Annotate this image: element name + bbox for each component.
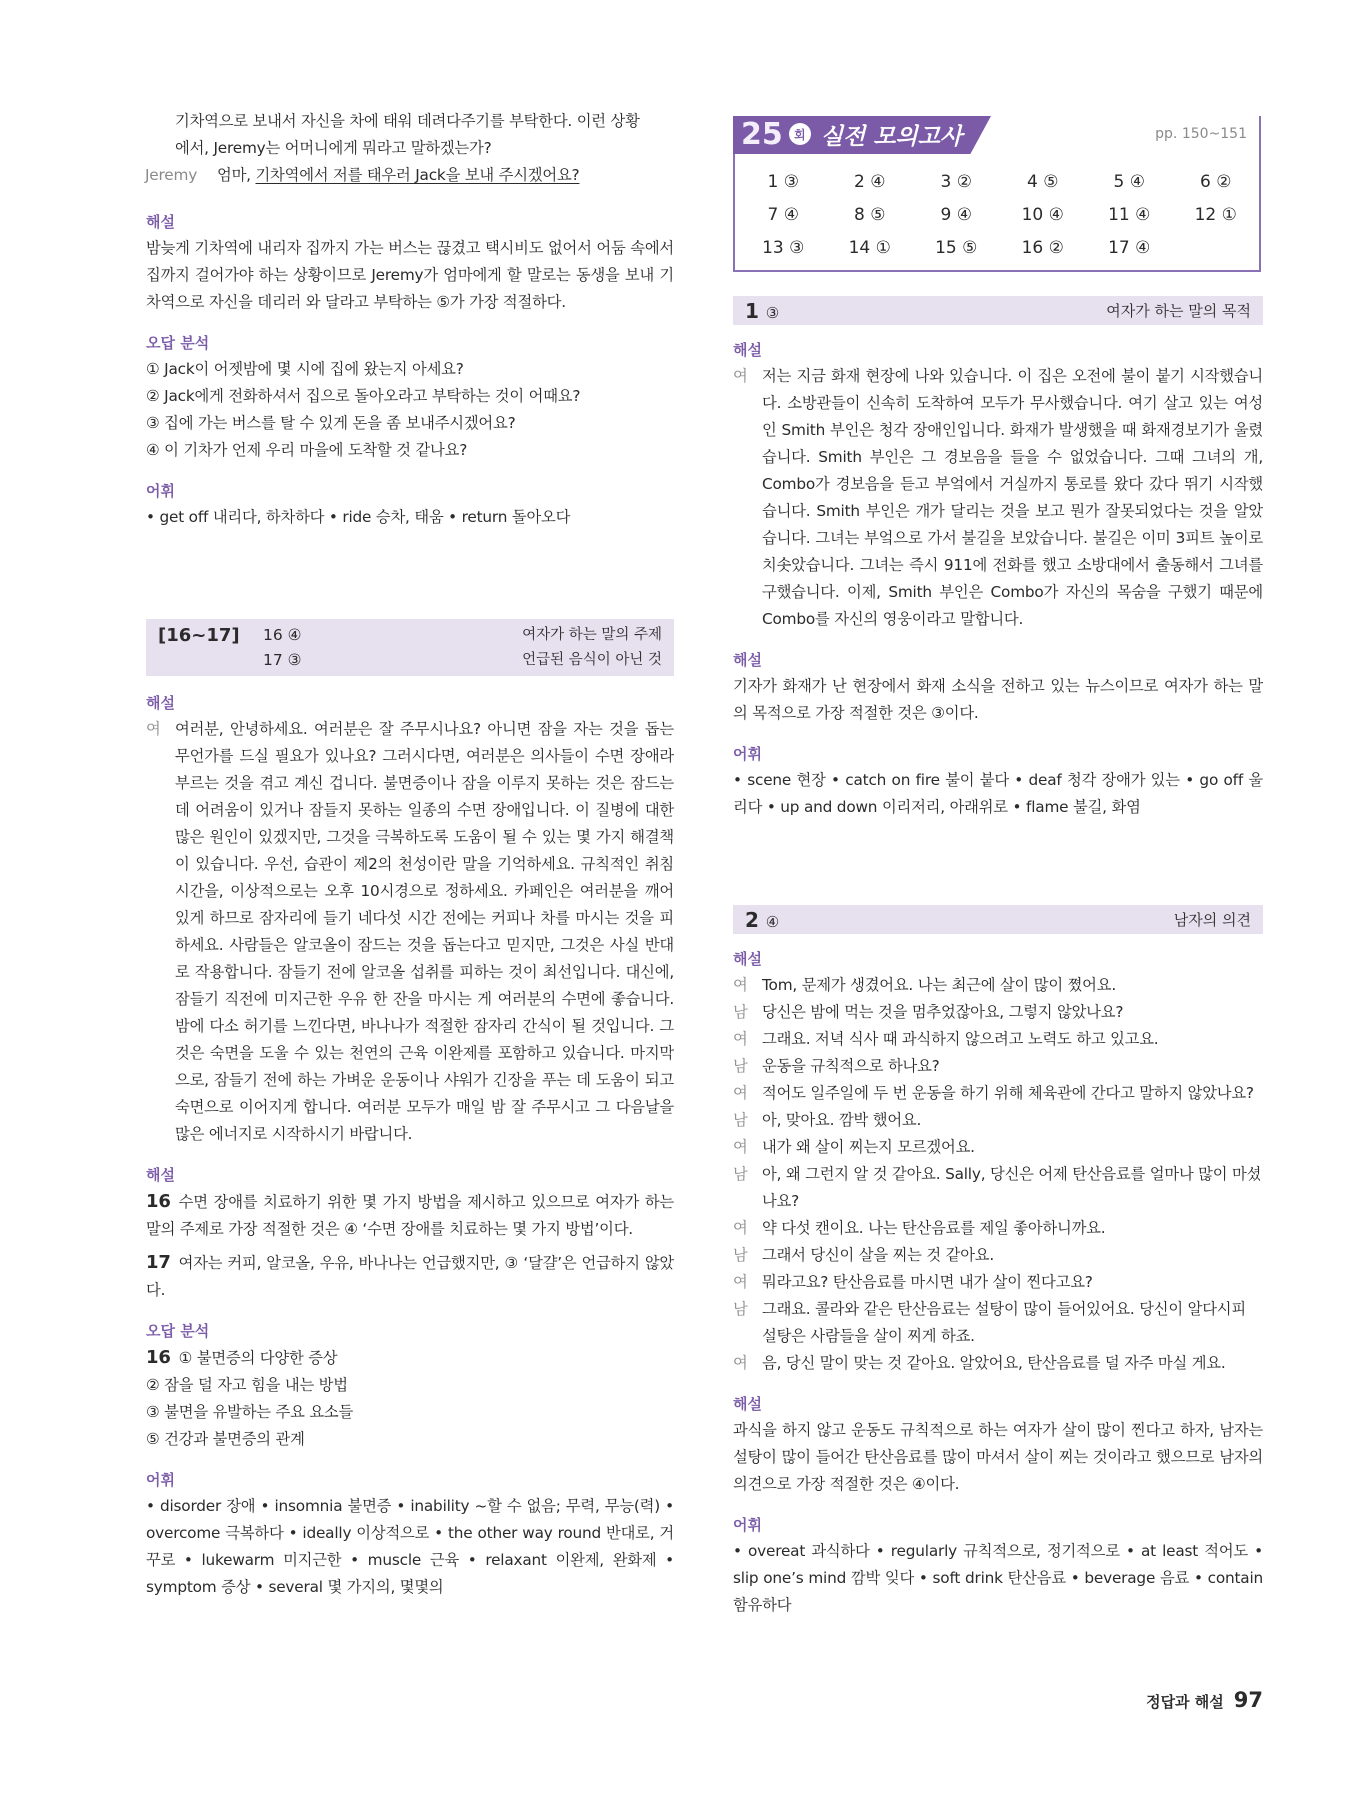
dialogue-text: 그래요. 저녁 식사 때 과식하지 않으려고 노력도 하고 있고요. — [762, 1030, 1159, 1048]
answer: ③ — [765, 303, 780, 322]
dialogue-text: 내가 왜 살이 찌는지 모르겠어요. — [762, 1138, 975, 1156]
dialogue-text: 적어도 일주일에 두 번 운동을 하기 위해 체육관에 간다고 말하지 않았나요? — [762, 1084, 1254, 1102]
question-number: 2 — [745, 907, 759, 932]
test-number: 25 — [741, 116, 783, 152]
dialogue-text: 그래서 당신이 살을 찌는 것 같아요. — [762, 1246, 995, 1264]
dialogue-line — [733, 1350, 1263, 1377]
section-heading: 해설 — [146, 1166, 175, 1184]
intro-line: 에서, Jeremy는 어머니에게 뭐라고 말하겠는가? — [175, 139, 492, 157]
question-header-2 — [733, 905, 1263, 934]
question-header-1 — [733, 296, 1263, 325]
question-number: 1 — [745, 298, 759, 323]
explanation-16: 16 수면 장애를 치료하기 위한 몇 가지 방법을 제시하고 있으므로 여자가 하는 말의 주제로 가장 적절한 것은 ④ ‘수면 장애를 치료하는 몇 가지 방법’이다. — [146, 1191, 674, 1238]
list-item: ④ 이 기차가 언제 우리 마을에 도착할 것 같나요? — [146, 441, 468, 459]
answer-row: 1 ③ 2 ④ 3 ② 4 ⑤ 5 ④ 6 ② — [767, 171, 1232, 192]
answer-row: 7 ④ 8 ⑤ 9 ④ 10 ④ 11 ④ 12 ① — [767, 204, 1237, 225]
wrong-answer-list — [146, 356, 674, 464]
passage-text: 여러분, 안녕하세요. 여러분은 잘 주무시나요? 아니면 잠을 자는 것을 돕는 무언가를 드실 필요가 있나요? 그러시다면, 여러분은 의사들이 수면 장애라 부르는 것을 겪고 계신 겁니다. 불면증이나 잠을 이루지 못하는 것은 잠드는 데 어려움이 있거나 잠들지 못하는 일종의 수면 장애입니다. 이 질병에 대한 많은 원인이 있겠지만, 그것을 극복하도록 도움이 될 수 있는 몇 가지 해결책이 있습니다. 우선, 습관이 제2의 천성이란 말을 기억하세요. 규칙적인 취침 시간을, 이상적으로는 오후 10시경으로 정하세요. 카페인은 여러분을 깨어 있게 하므로 잠자리에 들기 네다섯 시간 전에는 커피나 차를 마시는 것을 피하세요. 사람들은 알코올이 잠드는 것을 돕는다고 믿지만, 그것은 사실 반대로 작용합니다. 잠들기 전에 알코올 섭취를 피하는 것이 최선입니다. 대신에, 잠들기 직전에 미지근한 우유 한 잔을 마시는 게 여러분의 수면에 좋습니다. 밤에 다소 허기를 느낀다면, 바나나가 적절한 잠자리 간식이 될 것입니다. 그것은 숙면을 도울 수 있는 천연의 근육 이완제를 포함하고 있습니다. 마지막으로, 잠들기 전에 하는 가벼운 운동이나 샤워가 긴장을 푸는 데 도움이 되고 숙면으로 이어지게 합니다. 여러분 모두가 매일 밤 잘 주무시고 그 다음날을 많은 에너지로 시작하시기 바랍니다. — [175, 720, 674, 1143]
speaker-label: 여 — [733, 1354, 748, 1372]
page-number: 97 — [1233, 1688, 1263, 1712]
question-topic: 여자가 하는 말의 주제 — [522, 627, 662, 643]
jeremy-line: Jeremy 엄마, 기차역에서 저를 태우러 Jack을 보내 주시겠어요? — [146, 162, 674, 189]
section-heading: 해설 — [733, 341, 762, 359]
list-item: ③ 집에 가는 버스를 탈 수 있게 돈을 좀 보내주시겠어요? — [146, 414, 516, 432]
answer: 16 ④ — [263, 626, 302, 644]
speaker-label: 남 — [733, 1003, 748, 1021]
section-heading: 해설 — [146, 213, 175, 231]
section-heading: 어휘 — [733, 1516, 762, 1534]
wrong-answer-list: 16 ① 불면증의 다양한 증상 ② 잠을 덜 자고 힘을 내는 방법 ③ 불면을 유발하는 주요 요소들 ⑤ 건강과 불면증의 관계 — [146, 1344, 674, 1453]
section-heading: 해설 — [733, 651, 762, 669]
section-heading: 어휘 — [146, 482, 175, 500]
speaker-label: 여 — [733, 1273, 748, 1291]
speaker-label: 남 — [733, 1165, 748, 1183]
dialogue-line — [733, 1134, 1263, 1161]
question-topic: 언급된 음식이 아닌 것 — [522, 652, 662, 668]
dialogue-line — [733, 1026, 1263, 1053]
dialogue-line — [733, 1107, 1263, 1134]
dialogue-line — [733, 1215, 1263, 1242]
intro-text — [146, 108, 674, 162]
dialogue-line — [733, 1269, 1263, 1296]
footer-label: 정답과 해설 — [1146, 1693, 1224, 1711]
dialogue-text: 아, 맞아요. 깜박 했어요. — [762, 1111, 922, 1129]
explanation-text: 기자가 화재가 난 현장에서 화재 소식을 전하고 있는 뉴스이므로 여자가 하는 말의 목적으로 가장 적절한 것은 ③이다. — [733, 677, 1263, 722]
test-title-text: 실전 모의고사 — [820, 123, 963, 150]
vocab-text: • overeat 과식하다 • regularly 규칙적으로, 정기적으로 • at least 적어도 • slip one’s mind 깜박 잊다 • soft drink 탄산음료 • beverage 음료 • contain 함유하다 — [733, 1542, 1263, 1614]
speaker-label: 여 — [733, 1084, 748, 1102]
answer-row: 13 ③ 14 ① 15 ⑤ 16 ② 17 ④ — [762, 237, 1151, 258]
list-item: ③ 불면을 유발하는 주요 요소들 — [146, 1403, 354, 1421]
section-heading: 어휘 — [733, 745, 762, 763]
section-heading: 해설 — [146, 694, 175, 712]
list-item: ① Jack이 어젯밤에 몇 시에 집에 왔는지 아세요? — [146, 360, 464, 378]
vocab-text: • get off 내리다, 하차하다 • ride 승차, 태움 • return 돌아오다 — [146, 508, 571, 526]
speaker-label: 남 — [733, 1300, 748, 1318]
dialogue-text: 뭐라고요? 탄산음료를 마시면 내가 살이 찐다고요? — [762, 1273, 1093, 1291]
section-heading: 오답 분석 — [146, 1322, 210, 1340]
dialogue-text: Tom, 문제가 생겼어요. 나는 최근에 살이 많이 쪘어요. — [762, 976, 1116, 994]
section-heading: 해설 — [733, 950, 762, 968]
speaker-label: Jeremy — [145, 166, 198, 184]
right-column — [733, 296, 1263, 1619]
answer: 17 ③ — [263, 651, 302, 669]
round-badge: 회 — [789, 123, 811, 145]
dialogue-line — [733, 999, 1263, 1026]
list-item: ② 잠을 덜 자고 힘을 내는 방법 — [146, 1376, 348, 1394]
speaker-label: 여 — [733, 1030, 748, 1048]
dialogue-text: 운동을 규칙적으로 하나요? — [762, 1057, 940, 1075]
question-topic: 여자가 하는 말의 목적 — [1106, 302, 1251, 320]
page-footer — [1146, 1688, 1263, 1712]
dialogue-line — [733, 1161, 1263, 1215]
band-row — [263, 648, 662, 673]
speaker-label: 남 — [733, 1246, 748, 1264]
speaker-label: 여 — [733, 1138, 748, 1156]
explanation-17: 17 여자는 커피, 알코올, 우유, 바나나는 언급했지만, ③ ‘달걀’은 언급하지 않았다. — [146, 1252, 674, 1299]
dialogue-text: 약 다섯 캔이요. 나는 탄산음료를 제일 좋아하니까요. — [762, 1219, 1106, 1237]
dialogue — [733, 972, 1263, 1377]
band-row — [263, 623, 662, 648]
page-reference: pp. 150~151 — [1155, 126, 1247, 142]
speaker-label: 남 — [733, 1057, 748, 1075]
question-topic: 남자의 의견 — [1173, 911, 1251, 929]
dialogue-line — [733, 1242, 1263, 1269]
list-item: ① 불면증의 다양한 증상 — [178, 1349, 338, 1367]
dialogue-text: 아, 왜 그런지 알 것 같아요. Sally, 당신은 어제 탄산음료를 얼마나 많이 마셨나요? — [762, 1165, 1262, 1210]
script-passage — [146, 716, 674, 1148]
explanation-text: 과식을 하지 않고 운동도 규칙적으로 하는 여자가 살이 많이 찐다고 하자, 남자는 설탕이 많이 들어간 탄산음료를 많이 마셔서 살이 찌는 것이라고 했으므로 남자의 의견으로 가장 적절한 것은 ④이다. — [733, 1421, 1263, 1493]
question-band-16-17 — [146, 619, 674, 676]
dialogue-text: 그래요. 콜라와 같은 탄산음료는 설탕이 많이 들어있어요. 당신이 알다시피 설탕은 사람들을 살이 찌게 하죠. — [762, 1300, 1246, 1345]
speaker-label: 여 — [146, 720, 161, 738]
dialogue-line — [733, 972, 1263, 999]
section-heading: 어휘 — [146, 1471, 175, 1489]
speaker-label: 여 — [733, 976, 748, 994]
test-title — [741, 114, 962, 154]
list-item: ② Jack에게 전화하셔서 집으로 돌아오라고 부탁하는 것이 어때요? — [146, 387, 581, 405]
section-heading: 오답 분석 — [146, 334, 210, 352]
intro-line: 기차역으로 보내서 자신을 차에 태워 데려다주기를 부탁한다. 이런 상황 — [175, 112, 640, 130]
speaker-label: 여 — [733, 1219, 748, 1237]
vocab-text: • scene 현장 • catch on fire 불이 붙다 • deaf 청각 장애가 있는 • go off 울리다 • up and down 이리저리, 아래위로 • flame 불길, 화염 — [733, 771, 1263, 816]
section-heading: 해설 — [733, 1395, 762, 1413]
speaker-label: 남 — [733, 1111, 748, 1129]
dialogue-text: 음, 당신 말이 맞는 것 같아요. 알았어요, 탄산음료를 덜 자주 마실 게요. — [762, 1354, 1226, 1372]
answer-underline: 기차역에서 저를 태우러 Jack을 보내 주시겠어요? — [255, 166, 580, 184]
dialogue-line — [733, 1080, 1263, 1107]
passage-text: 저는 지금 화재 현장에 나와 있습니다. 이 집은 오전에 불이 붙기 시작했습니다. 소방관들이 신속히 도착하여 모두가 무사했습니다. 여기 살고 있는 여성인 Smith 부인은 청각 장애인입니다. 화재가 발생했을 때 화재경보기가 울렸습니다. Smith 부인은 그 경보음을 들을 수 없었습니다. 그때 그녀의 개, Combo가 경보음을 듣고 부엌에서 거실까지 통로를 왔다 갔다 뛰기 시작했습니다. Smith 부인은 개가 달리는 것을 보고 뭔가 잘못되었다는 것을 알았습니다. 그녀는 부엌으로 가서 불길을 보았습니다. 불길은 이미 3피트 높이로 치솟았습니다. 그녀는 즉시 911에 전화를 했고 소방대에서 출동해서 그녀를 구했습니다. 이제, Smith 부인은 Combo가 자신의 목숨을 구했기 때문에 Combo를 자신의 영웅이라고 말합니다. — [762, 367, 1263, 628]
dialogue-line — [733, 1053, 1263, 1080]
question-range: [16~17] — [158, 625, 240, 646]
left-column — [146, 108, 674, 1601]
dialogue-line — [733, 1296, 1263, 1350]
dialogue-text: 당신은 밤에 먹는 것을 멈추었잖아요, 그렇지 않았나요? — [762, 1003, 1124, 1021]
explanation-text: 밤늦게 기차역에 내리자 집까지 가는 버스는 끊겼고 택시비도 없어서 어둠 속에서 집까지 걸어가야 하는 상황이므로 Jeremy가 엄마에게 할 말로는 동생을 보내 기차역으로 자신을 데리러 와 달라고 부탁하는 ⑤가 가장 적절하다. — [146, 239, 674, 311]
vocab-text: • disorder 장애 • insomnia 불면증 • inability ~할 수 없음; 무력, 무능(력) • overcome 극복하다 • ideally 이상적으로 • the other way round 반대로, 거꾸로 • lukewarm 미지근한 • muscle 근육 • relaxant 이완제, 완화제 • symptom 증상 • several 몇 가지의, 몇몇의 — [146, 1497, 674, 1596]
list-item: ⑤ 건강과 불면증의 관계 — [146, 1430, 305, 1448]
script-passage — [733, 363, 1263, 633]
answer: ④ — [765, 912, 780, 931]
answer-grid — [740, 165, 1260, 264]
speaker-label: 여 — [733, 367, 748, 385]
